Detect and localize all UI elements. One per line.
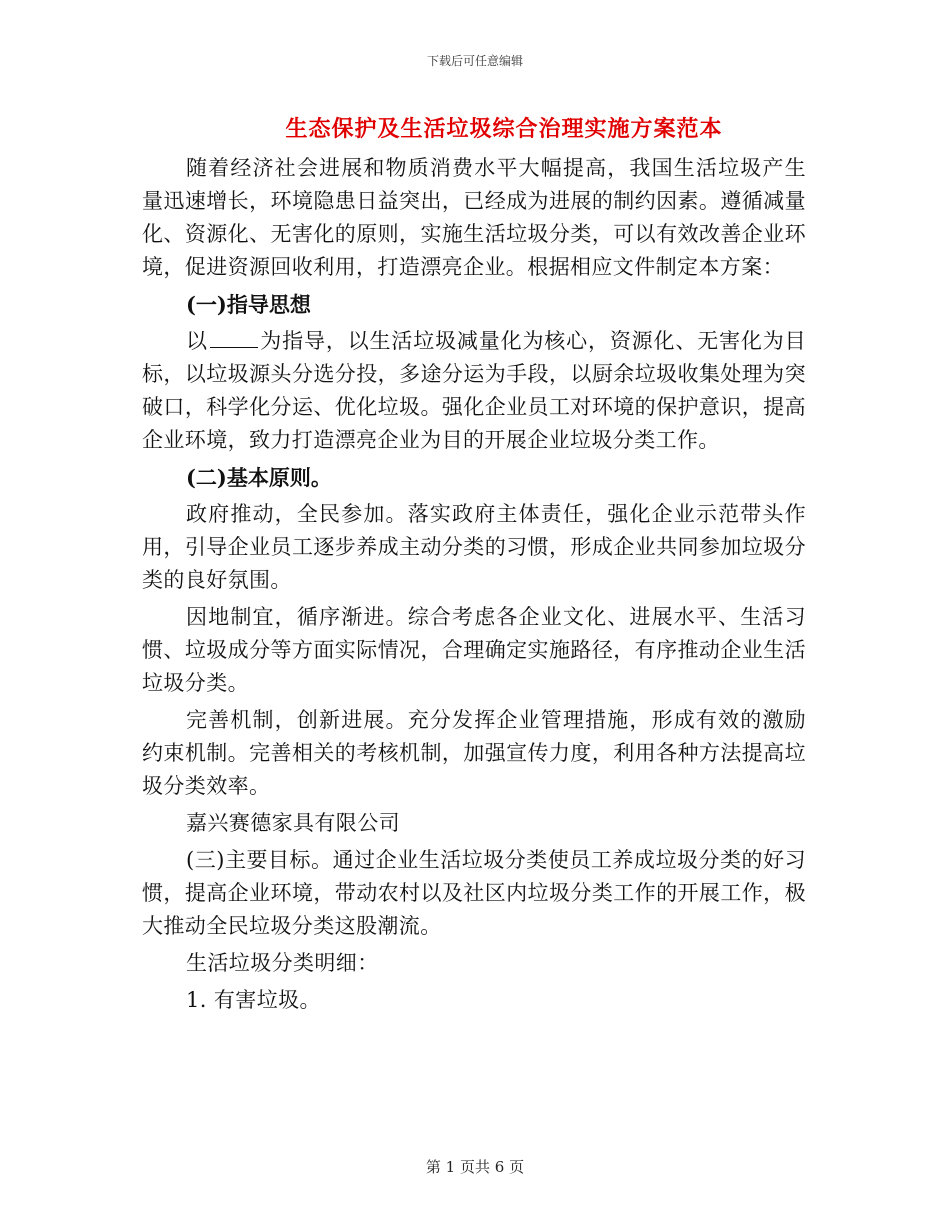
intro-paragraph: 随着经济社会进展和物质消费水平大幅提高，我国生活垃圾产生量迅速增长，环境隐患日益突出，已经成为进展的制约因素。遵循减量化、资源化、无害化的原则，实施生活垃圾分类，可以有效改善企业环境，促进资源回收利用，打造漂亮企业。根据相应文件制定本方案：: [142, 156, 806, 279]
section-heading-guiding-ideology: (一)指导思想: [186, 292, 311, 317]
principle-paragraph-3: 完善机制，创新进展。充分发挥企业管理措施，形成有效的激励约束机制。完善相关的考核机制，加强宣传力度，利用各种方法提高垃圾分类效率。: [142, 708, 806, 798]
list-item-hazardous-waste: 1. 有害垃圾。: [186, 988, 321, 1012]
document-title: 生态保护及生活垃圾综合治理实施方案范本: [285, 116, 723, 142]
classification-detail-heading: 生活垃圾分类明细：: [186, 951, 379, 975]
main-goals-paragraph: (三)主要目标。通过企业生活垃圾分类使员工养成垃圾分类的好习惯，提高企业环境，带动农村以及社区内垃圾分类工作的开展工作，极大推动全民垃圾分类这股潮流。: [142, 848, 806, 938]
page-header: 下载后可任意编辑: [426, 54, 523, 68]
document-body: [142, 112, 806, 1021]
guiding-ideology-prefix: 以: [186, 329, 208, 353]
fill-in-blank: [210, 325, 258, 348]
guiding-ideology-paragraph: [142, 325, 806, 457]
company-name: 嘉兴赛德家具有限公司: [186, 811, 400, 835]
principle-paragraph-1: 政府推动，全民参加。落实政府主体责任，强化企业示范带头作用，引导企业员工逐步养成主动分类的习惯，形成企业共同参加垃圾分类的良好氛围。: [142, 502, 806, 592]
page-footer: 第 1 页共 6 页: [425, 1158, 525, 1176]
guiding-ideology-text: 为指导，以生活垃圾减量化为核心，资源化、无害化为目标，以垃圾源头分选分投，多途分运为手段，以厨余垃圾收集处理为突破口，科学化分运、优化垃圾。强化企业员工对环境的保护意识，提高企业环境，致力打造漂亮企业为目的开展企业垃圾分类工作。: [142, 329, 807, 452]
principle-paragraph-2: 因地制宜，循序渐进。综合考虑各企业文化、进展水平、生活习惯、垃圾成分等方面实际情况，合理确定实施路径，有序推动企业生活垃圾分类。: [142, 605, 806, 695]
section-heading-basic-principles: (二)基本原则。: [186, 465, 332, 490]
